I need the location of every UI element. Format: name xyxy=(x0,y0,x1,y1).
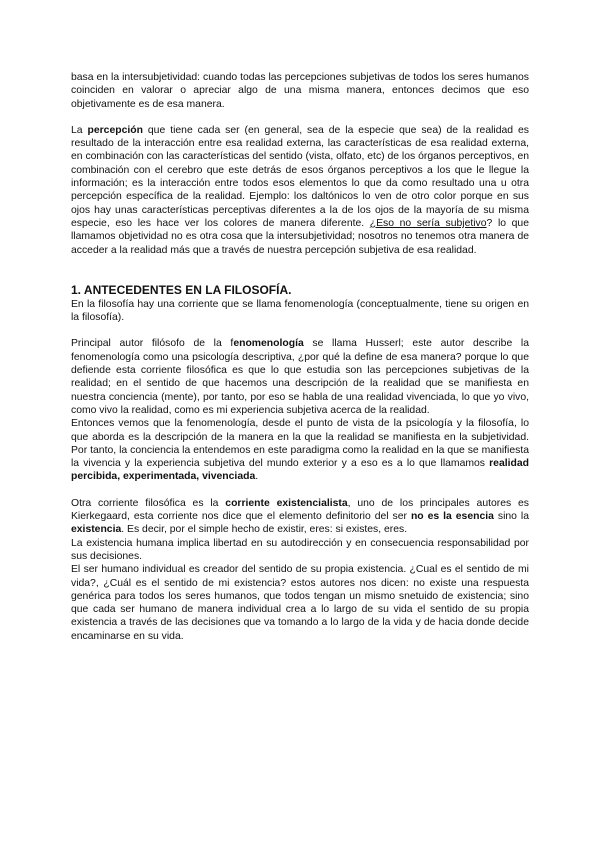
text-run: La xyxy=(71,124,88,136)
paragraph-spacer xyxy=(71,111,529,124)
paragraph-husserl xyxy=(71,337,529,417)
bold-term-corriente-existencialista: corriente existencialista xyxy=(225,497,348,509)
text-run: se llama Husserl; este autor describe la fenomenología como una psicología descriptiva, ¿por qué la define de esa manera? porque lo que defiende esta corriente filosófica es que lo que estudia son las percepciones subjetivas de la realidad; en el sentido de que hacemos una descripción de la realidad que se manifiesta en nuestra conciencia (mente), por tanto, por eso se habla de una realidad vivenciada, lo que yo vivo, como vivo la realidad, como es mi experiencia subjetiva acerca de la realidad. xyxy=(71,338,529,416)
paragraph-existentialism xyxy=(71,497,529,537)
bold-term-fenomenologia: enomenología xyxy=(233,338,304,350)
bold-term-percepcion: percepción xyxy=(87,124,143,136)
text-run: Otra corriente filosófica es la xyxy=(71,497,226,509)
bold-term-no-es-la-esencia: no es la esencia xyxy=(410,511,494,523)
paragraph-phenomenology-intro: En la filosofía hay una corriente que se llama fenomenología (conceptualmente, tiene su origen en la filosofía). xyxy=(71,298,529,324)
section-heading: 1. ANTECEDENTES EN LA FILOSOFÍA. xyxy=(71,282,292,297)
text-run: que tiene cada ser (en general, sea de la especie que sea) de la realidad es resultado de la interacción entre esa realidad externa, las características de esa realidad externa, en combinación con las características del sentido (vista, olfato, etc) de los órganos perceptivos, en combinación con el cerebro que este detrás de esos órganos perceptivos a los que le llegue la información; es la interacción entre todos esos elementos lo que da como resultado una u otra percepción específica de la realidad. Ejemplo: los daltónicos lo ven de otro color porque en sus ojos hay unas características perceptivas diferentes a la de los ojos de la mayoría de su misma especie, eso les hace ver los colores de manera diferente. xyxy=(71,124,530,229)
paragraph-spacer xyxy=(71,484,529,497)
paragraph-spacer xyxy=(71,324,529,337)
bold-term-realidad-percibida: realidad percibida, experimentada, vivenciada xyxy=(71,458,529,483)
document-page xyxy=(71,71,529,643)
text-run: . xyxy=(255,471,259,483)
paragraph-freedom: La existencia humana implica libertad en su autodirección y en consecuencia responsabilidad por sus decisiones. xyxy=(71,537,529,562)
text-run: Entonces vemos que la fenomenología, desde el punto de vista de la psicología y la filosofía, lo que aborda es la descripción de la manera en la que la realidad se manifiesta en la subjetividad. Por tanto, la conciencia la entendemos en este paradigma como la realidad en la que se manifiesta la vivencia y la experiencia subjetiva del mundo exterior y a eso es a lo que llamamos xyxy=(71,418,529,470)
underlined-question: ¿Eso no sería subjetivo xyxy=(369,217,487,229)
text-run: ? lo que llamamos objetividad no es otra cosa que la intersubjetividad; nosotros no tenemos otra manera de acceder a la realidad más que a través de nuestra percepción subjetiva de esa realidad. xyxy=(71,217,529,256)
paragraph-meaning: El ser humano individual es creador del sentido de su propia existencia. ¿Cual es el sentido de mi vida?, ¿Cuál es el sentido de mi existencia? estos autores nos dicen: no existe una respuesta genérica para todos los seres humanos, que todos tengan un mismo snetuido de existencia; sino que cada ser humano de manera individual crea a lo largo de su vida el sentido de su propia existencia a través de las decisiones que va tomando a lo largo de la vida y de hacia donde decide encaminarse en su vida. xyxy=(71,564,529,642)
paragraph-perception xyxy=(71,124,529,257)
paragraph-consciousness xyxy=(71,417,529,483)
section-spacer xyxy=(71,257,529,283)
bold-term-existencia: existencia xyxy=(71,524,122,536)
text-run: sino la xyxy=(493,511,529,523)
text-run: . Es decir, por el simple hecho de existir, eres: si existes, eres. xyxy=(121,524,408,536)
paragraph-intersubjectivity: basa en la intersubjetividad: cuando todas las percepciones subjetivas de todos los seres humanos coinciden en valorar o apreciar algo de una misma manera, entonces decimos que eso objetivamente es de esa manera. xyxy=(71,72,529,110)
text-run: Principal autor filósofo de la f xyxy=(71,338,234,350)
text-run: , uno de los principales autores es Kierkegaard, esta corriente nos dice que el elemento definitorio del ser xyxy=(71,497,529,523)
